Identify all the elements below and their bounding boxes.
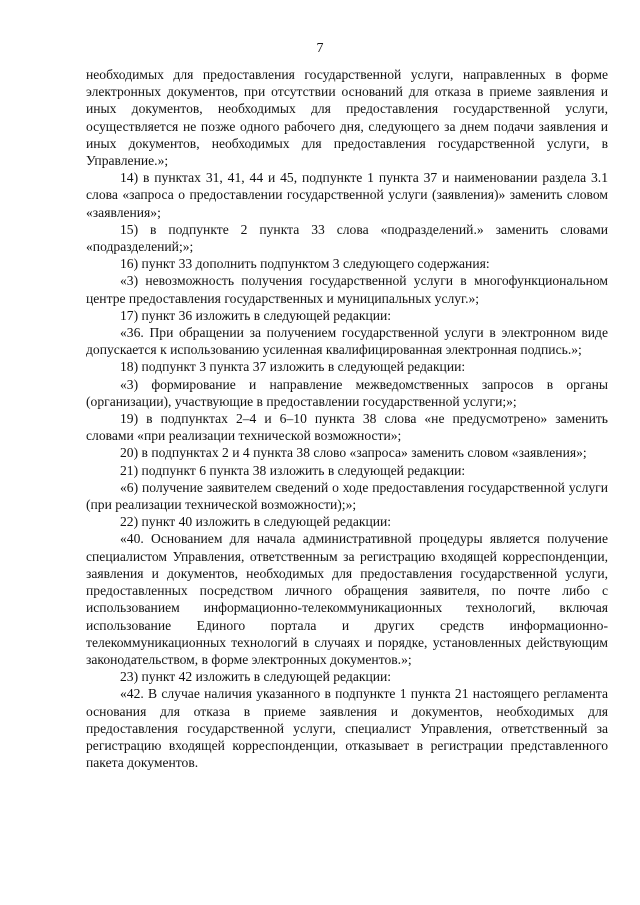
document-paragraph: 18) подпункт 3 пункта 37 изложить в следующей редакции:	[120, 359, 466, 375]
document-paragraph: «40. Основанием для начала административной процедуры является получение специалистом Управления, ответственным за регистрацию входящей корреспонденции, заявления и документов, необходимых для предоставления государственной услуги, предоставленных посредством личного обращения заявителя, по почте либо с использованием информационно-телекоммуникационных технологий, включая использование Единого портала и других средств информационно-телекоммуникационных технологий в случаях и порядке, установленных действующим законодательством, в форме электронных документов.»;	[86, 531, 608, 667]
document-paragraph: 20) в подпунктах 2 и 4 пункта 38 слово «запроса» заменить словом «заявления»;	[120, 445, 587, 461]
document-paragraph: «3) невозможность получения государственной услуги в многофункциональном центре предоставления государственных и муниципальных услуг.»;	[86, 273, 608, 306]
document-paragraph: 23) пункт 42 изложить в следующей редакции:	[120, 669, 392, 685]
document-body	[86, 66, 608, 771]
document-paragraph: «42. В случае наличия указанного в подпункте 1 пункта 21 настоящего регламента основания для отказа в приеме заявления и документов, необходимых для предоставления государственной услуги, специалист Управления, ответственный за регистрацию входящей корреспонденции, отказывает в регистрации представленного пакета документов.	[86, 686, 608, 771]
document-paragraph: 16) пункт 33 дополнить подпунктом 3 следующего содержания:	[120, 256, 490, 272]
document-paragraph: необходимых для предоставления государственной услуги, направленных в форме электронных документов, при отсутствии оснований для отказа в приеме заявления и иных документов, необходимых для предоставления государственной услуги, осуществляется не позже одного рабочего дня, следующего за днем подачи заявления и иных документов, необходимых для предоставления государственной услуги, в Управление.»;	[86, 67, 608, 169]
document-paragraph: 22) пункт 40 изложить в следующей редакции:	[120, 514, 392, 530]
document-paragraph: «3) формирование и направление межведомственных запросов в органы (организации), участвующие в предоставлении государственной услуги;»;	[86, 376, 608, 409]
page-number: 7	[316, 41, 324, 56]
document-paragraph: 17) пункт 36 изложить в следующей редакции:	[120, 307, 392, 323]
document-paragraph: 14) в пунктах 31, 41, 44 и 45, подпункте 1 пункта 37 и наименовании раздела 3.1 слова «запроса о предоставлении государственной услуги (заявления)» заменить словом «заявления»;	[86, 170, 608, 220]
document-paragraph: 21) подпункт 6 пункта 38 изложить в следующей редакции:	[120, 462, 466, 478]
document-paragraph: «6) получение заявителем сведений о ходе предоставления государственной услуги (при реализации технической возможности);»;	[86, 479, 608, 513]
document-paragraph: 19) в подпунктах 2–4 и 6–10 пункта 38 слова «не предусмотрено» заменить словами «при реализации технической возможности»;	[86, 411, 608, 444]
document-paragraph: «36. При обращении за получением государственной услуги в электронном виде допускается к использованию усиленная квалифицированная электронная подпись.»;	[86, 325, 608, 358]
document-paragraph: 15) в подпункте 2 пункта 33 слова «подразделений.» заменить словами «подразделений;»;	[86, 221, 608, 255]
